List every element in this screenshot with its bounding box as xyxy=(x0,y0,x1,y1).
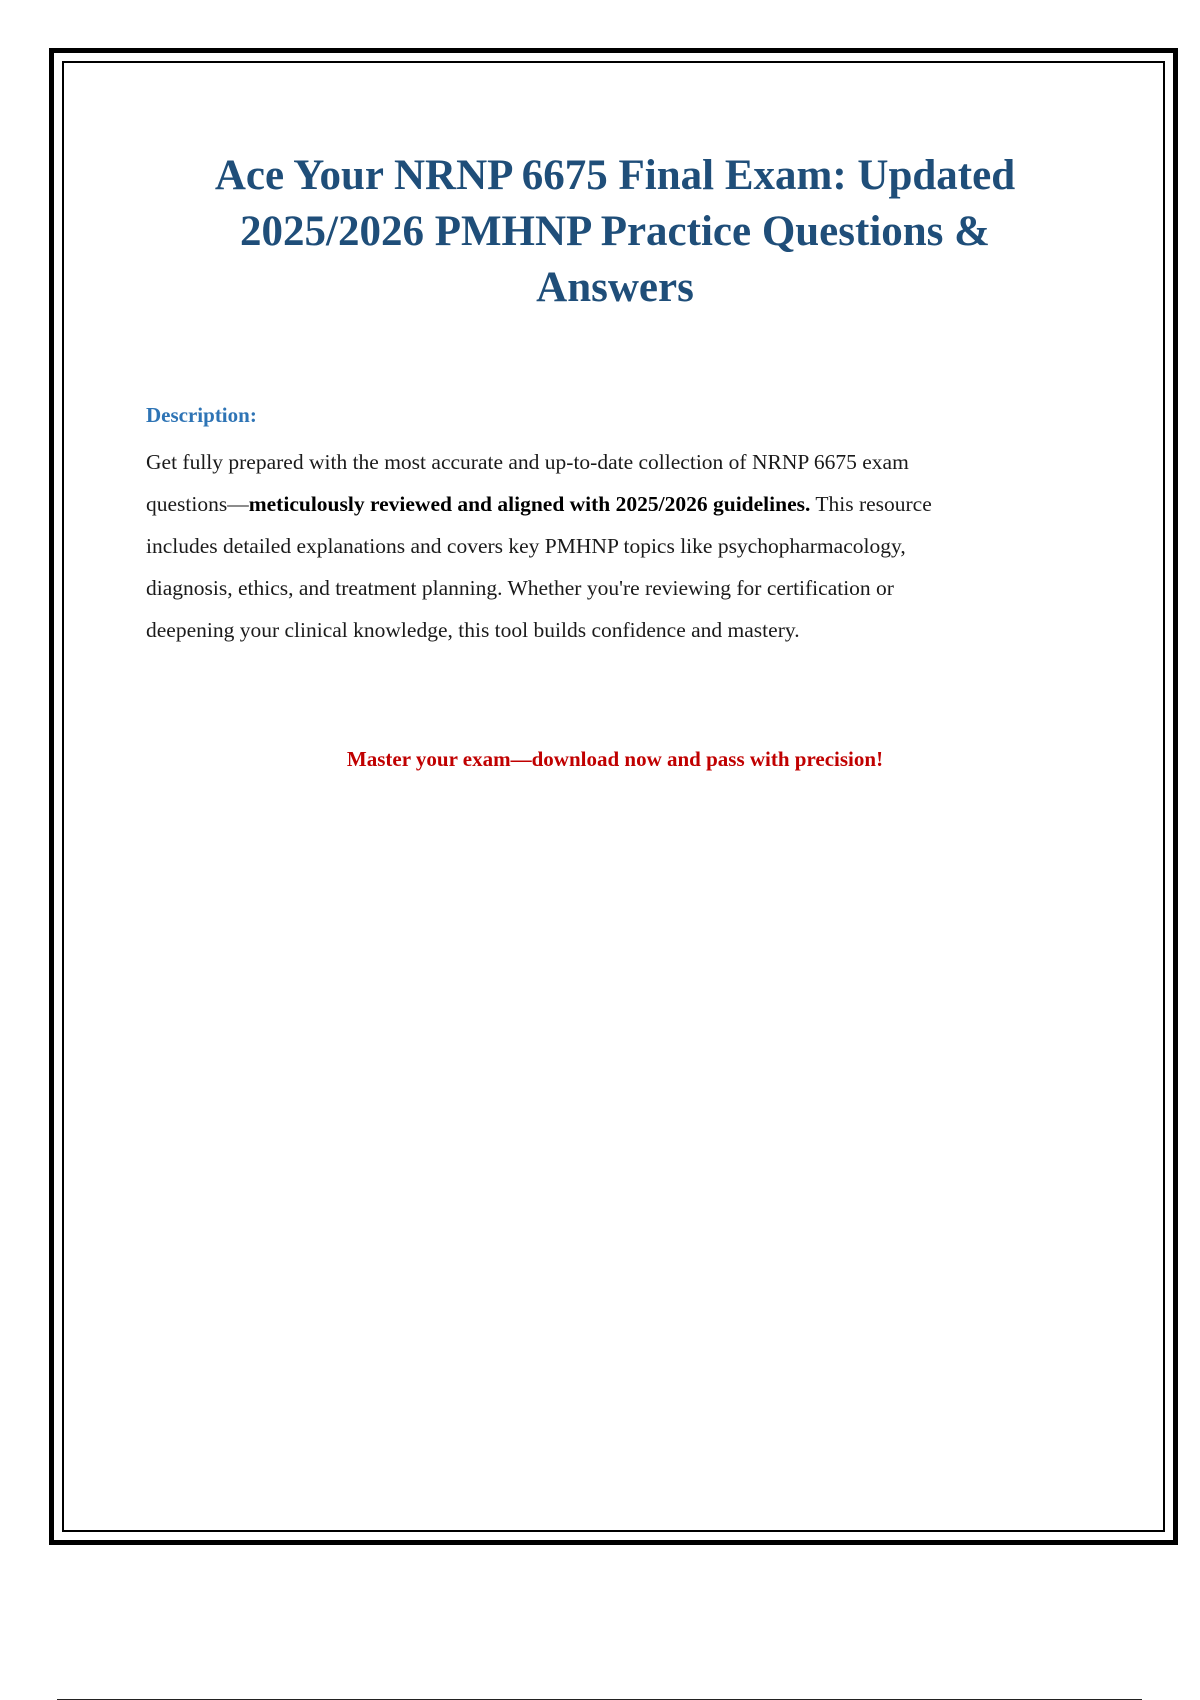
description-label: Description: xyxy=(146,403,257,427)
description-line-2-end: This resource xyxy=(810,492,932,516)
description-line-1: Get fully prepared with the most accurate and up-to-date collection of NRNP 6675 exam xyxy=(146,450,909,474)
title-line-3: Answers xyxy=(536,264,694,311)
description-line-2 xyxy=(146,483,1046,525)
description-emphasis: meticulously reviewed and aligned with 2025/2026 guidelines. xyxy=(248,492,811,516)
description-paragraph xyxy=(146,441,1046,651)
description-line-5: deepening your clinical knowledge, this tool builds confidence and mastery. xyxy=(146,618,800,642)
description-line-4: diagnosis, ethics, and treatment planning. Whether you're reviewing for certification or xyxy=(146,576,894,600)
title-line-2: 2025/2026 PMHNP Practice Questions & xyxy=(240,208,990,255)
call-to-action: Master your exam—download now and pass with precision! xyxy=(346,747,884,771)
description-line-2-start: questions— xyxy=(146,492,249,516)
description-line-3: includes detailed explanations and covers key PMHNP topics like psychopharmacology, xyxy=(146,534,906,558)
document-title xyxy=(90,148,1140,316)
title-line-1: Ace Your NRNP 6675 Final Exam: Updated xyxy=(214,152,1016,199)
